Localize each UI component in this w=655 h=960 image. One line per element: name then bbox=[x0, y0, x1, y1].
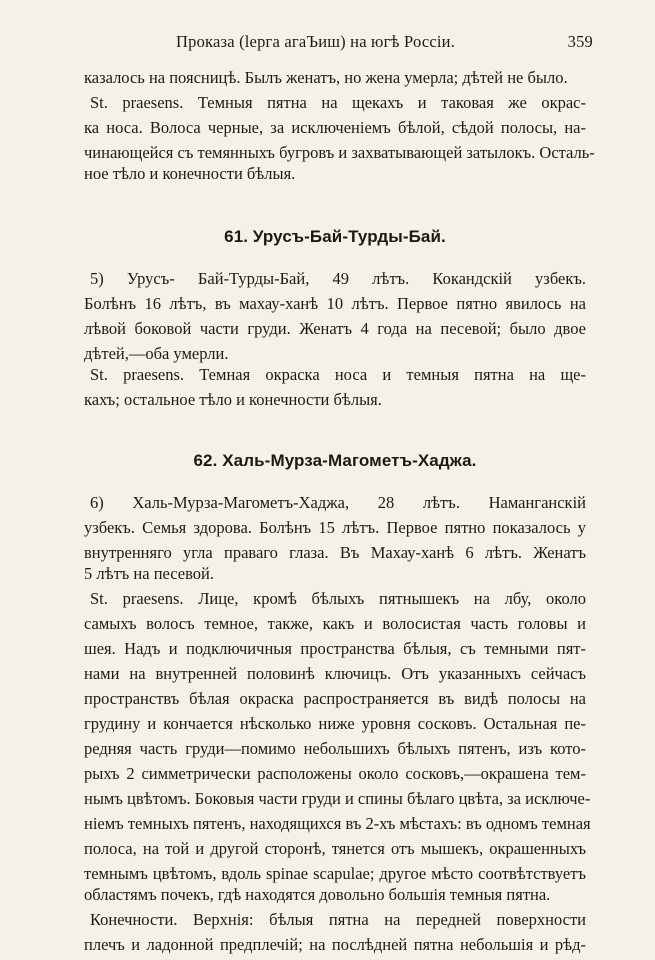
text-line: шея. Надъ и подключичныя пространства бѣлыя, съ темными пят- bbox=[84, 639, 586, 658]
text-line: кахъ; остальное тѣло и конечности бѣлыя. bbox=[84, 390, 382, 409]
text-line: узбекъ. Семья здорова. Болѣнъ 15 лѣтъ. Первое пятно показалось у bbox=[84, 518, 586, 537]
running-head bbox=[40, 32, 593, 54]
text-line: полоса, на той и другой сторонѣ, тянется отъ мышекъ, окрашенныхъ bbox=[84, 839, 586, 858]
text-line: областямъ почекъ, гдѣ находятся довольно большія темныя пятна. bbox=[84, 885, 551, 904]
text-line: грудину и кончается нѣсколько ниже уровня сосковъ. Остальная пе- bbox=[84, 714, 586, 733]
text-line: нымъ цвѣтомъ. Боковыя части груди и спины бѣлаго цвѣта, за исключе- bbox=[84, 789, 591, 808]
text-line: внутренняго угла праваго глаза. Въ Махау-ханѣ 6 лѣтъ. Женатъ bbox=[84, 543, 586, 562]
text-line: темнымъ цвѣтомъ, вдоль spinae scapulae; другое мѣсто соотвѣтствуетъ bbox=[84, 864, 586, 883]
text-line: St. praesens. Темныя пятна на щекахъ и таковая же окрас- bbox=[90, 93, 586, 112]
section-heading: 62. Халь-Мурза-Магометъ-Хаджа. bbox=[193, 451, 477, 470]
text-line: 5) Урусъ- Бай-Турды-Бай, 49 лѣтъ. Кокандскій узбекъ. bbox=[90, 269, 586, 288]
text-line: ка носа. Волоса черные, за исключеніемъ бѣлой, сѣдой полосы, на- bbox=[84, 118, 586, 137]
running-title: Проказа (lерга агаЪиш) на югѣ Россіи. bbox=[176, 32, 456, 51]
text-line: Болѣнъ 16 лѣтъ, въ махау-ханѣ 10 лѣтъ. Первое пятно явилось на bbox=[84, 294, 586, 313]
text-line: лѣвой боковой части груди. Женатъ 4 года на песевой; было двое bbox=[84, 319, 586, 338]
text-line: казалось на поясницѣ. Былъ женатъ, но жена умерла; дѣтей не было. bbox=[84, 68, 568, 87]
text-line: пространствъ бѣлая окраска распространяется въ видѣ полосы на bbox=[84, 689, 586, 708]
text-line: St. praesens. Лице, кромѣ бѣлыхъ пятнышекъ на лбу, около bbox=[90, 589, 586, 608]
text-line: редняя часть груди—помимо небольшихъ бѣлыхъ пятенъ, изъ кото- bbox=[84, 739, 586, 758]
page-number: 359 bbox=[567, 32, 593, 51]
text-line: 6) Халь-Мурза-Магометъ-Хаджа, 28 лѣтъ. Наманганскій bbox=[90, 493, 586, 512]
text-line: рыхъ 2 симметрически расположены около сосковъ,—окрашена тем- bbox=[84, 764, 586, 783]
text-line: Конечности. Верхнія: бѣлыя пятна на передней поверхности bbox=[90, 910, 586, 929]
text-line: чинающейся съ темянныхъ бугровъ и захватывающей затылокъ. Осталь- bbox=[84, 143, 595, 162]
text-line: 5 лѣтъ на песевой. bbox=[84, 564, 215, 583]
text-line: St. praesens. Темная окраска носа и темныя пятна на ще- bbox=[90, 365, 586, 384]
text-line: ное тѣло и конечности бѣлыя. bbox=[84, 164, 296, 183]
text-line: ніемъ темныхъ пятенъ, находящихся въ 2-хъ мѣстахъ: въ одномъ темная bbox=[84, 814, 591, 833]
text-line: дѣтей,—оба умерли. bbox=[84, 344, 229, 363]
text-line: нами на внутренней половинѣ ключицъ. Отъ указанныхъ сейчасъ bbox=[84, 664, 586, 683]
text-line: самыхъ волосъ темное, также, какъ и волосистая часть головы и bbox=[84, 614, 586, 633]
section-heading: 61. Урусъ-Бай-Турды-Бай. bbox=[224, 227, 446, 246]
text-line: плечъ и ладонной предплечій; на послѣдней пятна небольшія и рѣд- bbox=[84, 935, 586, 954]
